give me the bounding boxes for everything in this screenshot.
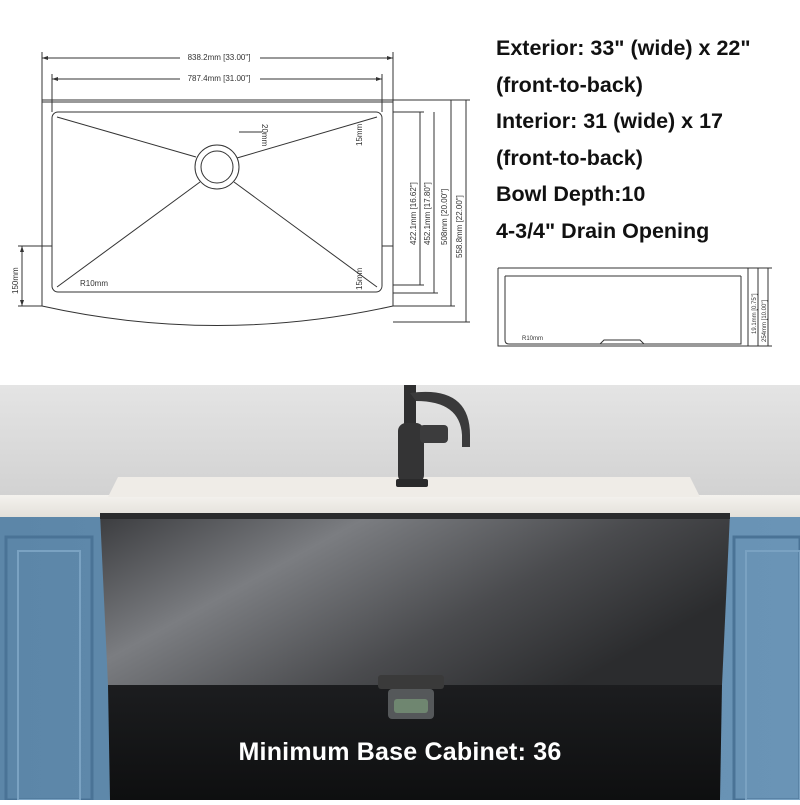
- drain-inner-circle: [201, 151, 233, 183]
- drain-ring: [394, 699, 428, 713]
- apron-height-label: 150mm: [11, 267, 20, 294]
- caption-min-cabinet: Minimum Base Cabinet: 36: [238, 738, 562, 766]
- corner-top-label: 15mm: [355, 123, 364, 146]
- spec-drain-opening: 4-3/4" Drain Opening: [496, 218, 710, 243]
- side-depth-label: 254mm [10.00"]: [762, 299, 768, 342]
- spec-interior-note: (front-to-back): [496, 145, 643, 170]
- drain-outer-circle: [195, 145, 239, 189]
- side-view-bowl: [505, 276, 741, 344]
- arrowheads: [20, 56, 393, 306]
- spec-exterior: Exterior: 33" (wide) x 22": [496, 36, 751, 60]
- side-corner-radius-label: R10mm: [522, 336, 544, 342]
- sink-rim: [42, 100, 393, 102]
- faucet-handle: [420, 425, 448, 443]
- ext-width-label: 838.2mm [33.00"]: [187, 53, 251, 62]
- faucet-base: [396, 479, 428, 487]
- side-rim-label: 19.1mm [0.75"]: [752, 293, 758, 334]
- depth-508-label: 508mm [20.00"]: [440, 188, 449, 245]
- int-width-label: 787.4mm [31.00"]: [187, 74, 251, 83]
- corner-radius-label: R10mm: [80, 279, 109, 288]
- kitchen-photo: [0, 385, 800, 800]
- spec-list: [496, 30, 796, 249]
- sink-apron-front: [100, 513, 730, 685]
- drain-offset-label: 20mm: [260, 124, 269, 147]
- drain-flange: [378, 675, 444, 689]
- depth-452-label: 452.1mm [17.80"]: [423, 182, 432, 245]
- technical-drawing-panel: [0, 0, 800, 385]
- sink-rim-edge: [100, 513, 730, 519]
- side-view-drain: [600, 340, 644, 344]
- slope-line-tl: [57, 117, 196, 157]
- depth-558-label: 558.8mm [22.00"]: [455, 195, 464, 258]
- spec-bowl-depth: Bowl Depth:10: [496, 182, 646, 206]
- spec-interior: Interior: 31 (wide) x 17: [496, 109, 724, 133]
- slope-line-bl: [57, 182, 200, 287]
- spec-exterior-note: (front-to-back): [496, 72, 643, 97]
- side-view-outline: [498, 268, 748, 346]
- corner-bottom-label: 15mm: [355, 267, 364, 290]
- depth-422-label: 422.1mm [16.62"]: [409, 182, 418, 245]
- sink-bowl-outline: [52, 112, 382, 292]
- faucet-neck: [404, 385, 416, 425]
